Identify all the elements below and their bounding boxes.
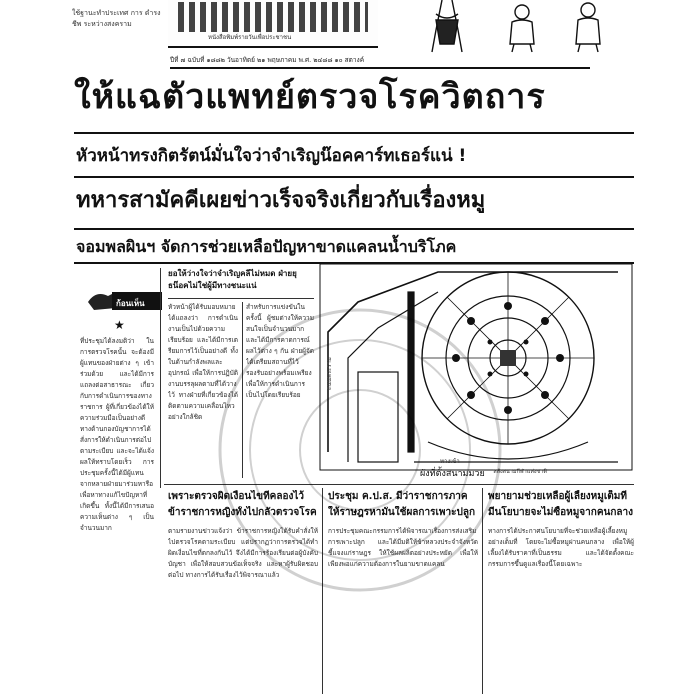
star-icon: ★ [114,318,125,332]
map-entrance-label: ทางเข้า [440,458,460,465]
lower-right-subhead: มีนโยบายจะไม่ซื้อหมูจากคนกลาง [488,507,634,518]
lower-mid-subhead: ให้ราษฎรหามั่นใช้ผลการเพาะปลูก [328,507,475,518]
section-rule [168,298,314,299]
column-divider [322,488,323,694]
column-divider [242,302,243,478]
headline-rule [74,176,634,178]
middle-column-a: หัวหน้าผู้ได้รับมอบหมายได้แถลงว่า การดำเนินงานเป็นไปด้วยความเรียบร้อย และได้มีการเตรียมการไว้เป็นอย่างดี ทั้งในด้านกำลังพลและอุปกรณ์ เพื่อให้การปฏิบัติงานบรรลุผลตามที่ได้วางไว้ ทางฝ่ายที่เกี่ยวข้องได้ติดตามความเคลื่อนไหวอย่างใกล้ชิด [168,303,238,421]
lower-mid-headline: ประชุม ค.ป.ส. มีว่าราชการภาค [328,491,468,502]
stadium-map [318,262,634,472]
section-rule [164,484,634,485]
middle-column-b: สำหรับการแข่งขันในครั้งนี้ ผู้ชมต่างให้ความสนใจเป็นจำนวนมาก และได้มีการคาดการณ์ผลไว้ต่าง ๆ กัน ฝ่ายผู้จัดได้เตรียมสถานที่ไว้รองรับอย่างพร้อมเพรียง เพื่อให้การดำเนินการเป็นไปโดยเรียบร้อย [246,303,314,399]
second-headline: หัวหน้าทรงกิตรัตน์มั่นใจว่าจำเริญน๊อคคาร์ทเธอร์แน่ ! [76,146,467,166]
issue-line: ปีที่ ๗ ฉบับที่ ๑๘๘๒ วันอาทิตย์ ๒๑ พฤษภาคม พ.ศ. ๒๔๘๘ ๑๐ สตางค์ [170,55,590,69]
logo-lettering [178,2,368,32]
lower-left-headline: เพราะตรวจผิดเงื่อนไขทีคลองไว้ [168,491,305,502]
headline-rule [74,132,634,134]
map-caption: ผังที่ตั้งสนามมวย [420,469,485,479]
lower-left-text: ตามรายงานข่าวแจ้งว่า ข้าราชการหญิงได้รับคำสั่งให้ไปตรวจโรคตามระเบียบ แต่ปรากฏว่าการตรวจได้ทำผิดเงื่อนไขที่ตกลงกันไว้ จึงได้มีการร้องเรียนต่อผู้บังคับบัญชา เพื่อให้สอบสวนข้อเท็จจริง และหาผู้รับผิดชอบต่อไป ทางการได้รับเรื่องไว้พิจารณาแล้ว [168,527,318,579]
main-headline: ให้แฉตัวแพทย์ตรวจโรควิตถาร [74,77,546,117]
lower-right-headline: พยายามช่วยเหลือผู้เลี้ยงหมูเต็มที่ [488,491,627,502]
map-caption-small: หลังสนามกีฬาแห่งชาติ [493,469,547,475]
lower-left-subhead: ข้าราชการหญิงทั้งไปกลัวตรวจโรค [168,507,317,518]
left-column-text: ที่ประชุมได้ลงมติว่า ในการตรวจโรคนั้น จะต้องมีผู้แทนของฝ่ายต่าง ๆ เข้าร่วมด้วย และได้มีการแถลงต่อสาธารณะ เกี่ยวกับการดำเนินการของทางราชการ ผู้ที่เกี่ยวข้องได้ให้ความร่วมมือเป็นอย่างดี ทางด้านกองบัญชาการได้สั่งการให้ดำเนินการต่อไปตามระเบียบ และจะได้แจ้งผลให้ทราบโดยเร็ว การประชุมครั้งนี้ได้มีผู้แทนจากหลายฝ่ายมาร่วมหารือ เพื่อหาทางแก้ไขปัญหาที่เกิดขึ้น ทั้งนี้ได้มีการเสนอความเห็นต่าง ๆ เป็นจำนวนมาก [80,337,154,532]
map-road-label: ถนนพระราม [326,357,333,390]
middle-headline: ยอให้ว่างใจว่าจำเริญคลีไม่หมด ฝ่ายยุธน๊อคไม่ใช่ผู้มีทางชนะแน่ [168,269,297,290]
column-divider [160,268,161,488]
newspaper-logo [168,0,378,48]
third-headline: ทหารสามัคคีเผยข่าวเร็จจริงเกี่ยวกับเรื่องหมู [76,188,486,213]
fourth-headline: จอมพลผินฯ จัดการช่วยเหลือปัญหาขาดแคลนน้ำบริโภค [76,237,457,256]
lower-mid-text: การประชุมคณะกรรมการได้พิจารณาเรื่องการส่งเสริมการเพาะปลูก และได้มีมติให้ข้าหลวงประจำจังหวัดชี้แจงแก่ราษฎร ให้ใช้ผลผลิตอย่างประหยัด เพื่อให้เพียงพอแก่ความต้องการในยามขาดแคลน [328,527,478,568]
masthead-note: ใช้ฐานะทำประเทศ การ ดำรงชีพ ระหว่างสงคราม [72,9,161,28]
masthead-cartoon [392,0,652,54]
column-badge-label: ก้อนเห็น [116,299,145,308]
headline-rule [74,228,634,230]
lower-right-text: ทางการได้ประกาศนโยบายที่จะช่วยเหลือผู้เลี้ยงหมูอย่างเต็มที่ โดยจะไม่ซื้อหมูผ่านคนกลาง เพื่อให้ผู้เลี้ยงได้รับราคาที่เป็นธรรม และได้จัดตั้งคณะกรรมการขึ้นดูแลเรื่องนี้โดยเฉพาะ [488,527,634,568]
logo-subtitle: หนังสือพิมพ์รายวันเพื่อประชาชน [208,34,292,41]
column-divider [482,488,483,694]
